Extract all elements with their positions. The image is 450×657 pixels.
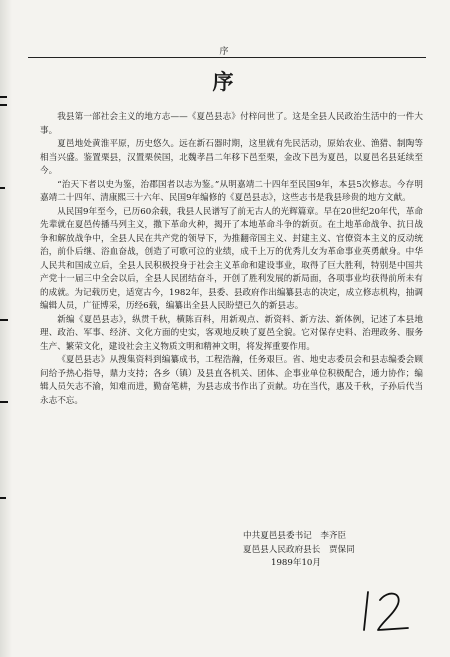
signature-block <box>243 530 355 571</box>
scan-edge <box>0 0 12 657</box>
paragraph: “治天下者以史为鉴，治郡国者以志为鉴。”从明嘉靖二十四年至民国9年，本县5次修志。今存明嘉靖二十四年、清康熙三十六年、民国9年编修的《夏邑县志》，这些志书是我县珍贵的地方文献。 <box>40 179 423 203</box>
paragraph: 我县第一部社会主义的地方志——《夏邑县志》付梓问世了。这是全县人民政治生活中的一件大事。 <box>40 112 423 136</box>
handwritten-12-mark <box>358 586 422 634</box>
paragraph: 《夏邑县志》从搜集资料到编纂成书，工程浩瀚，任务艰巨。省、地史志委员会和县志编委会顾问给予热心指导，鼎力支持；各乡（镇）及县直各机关、团体、企事业单位积极配合，通力协作；编辑人员矢志不渝，知难而进，勤奋笔耕，为县志成书作出了贡献。功在当代，惠及千秋，子孙后代当永志不忘。 <box>40 355 423 406</box>
paragraph: 夏邑地处黄淮平原，历史悠久。远在新石器时期，这里就有先民活动，原始农业、渔猎、制陶等相当兴盛。鉴置栗县，汉置栗侯国，北魏孝昌二年移下邑至栗，金改下邑为夏邑，以夏邑名县延续至今。 <box>40 139 423 176</box>
scan-mark <box>0 104 7 106</box>
signature-line: 中共夏邑县委书记 李齐臣 <box>243 531 347 541</box>
paragraph: 新编《夏邑县志》，纵贯千秋，横陈百科，用新观点、新资料、新方法、新体例，记述了本县地理、政治、军事、经济、文化方面的史实，客观地反映了夏邑全貌。它对保存史料、治理政务、服务生产、繁荣文化，建设社会主义物质文明和精神文明，将发挥重要作用。 <box>40 314 423 352</box>
handwritten-page-number <box>358 586 422 638</box>
page-title: 序 <box>212 69 238 94</box>
signature-line: 夏邑县人民政府县长 贾保同 <box>243 544 355 555</box>
paragraph: 从民国9年至今，已历60余载，我县人民谱写了前无古人的光辉篇章。早在20世纪20年代，革命先辈就在夏邑传播马列主义，撒下革命火种，揭开了本地革命斗争的新页。在土地革命战争、抗日战争和解放战争中，全县人民在共产党的领导下，为推翻帝国主义、封建主义、官僚资本主义的反动统治，前仆后继、浴血奋战，创造了可歌可泣的业绩，成千上万的优秀儿女为革命事业英勇献身。中华人民共和国成立后，全县人民积极投身于社会主义革命和建设事业，取得了巨大胜利，特别是中国共产党十一届三中全会以后，全县人民团结奋斗，开创了胜利发展的新局面，各项事业均获得前所未有的成就。为记载历史，适宽古今，1982年，县委、县政府作出编纂县志的决定，成立修志机构，抽调编辑人员，广征博采，历经6载，编纂出全县人民盼望已久的新县志。 <box>40 206 423 311</box>
signature-date: 1989年10月 <box>271 558 321 568</box>
scan-mark <box>0 497 6 499</box>
running-head: 序 <box>219 47 231 57</box>
preface-body <box>40 111 423 408</box>
scan-mark <box>0 319 8 321</box>
scan-mark <box>0 187 5 189</box>
scan-mark <box>0 401 8 403</box>
scan-mark <box>0 96 7 98</box>
header-rule <box>28 57 426 58</box>
